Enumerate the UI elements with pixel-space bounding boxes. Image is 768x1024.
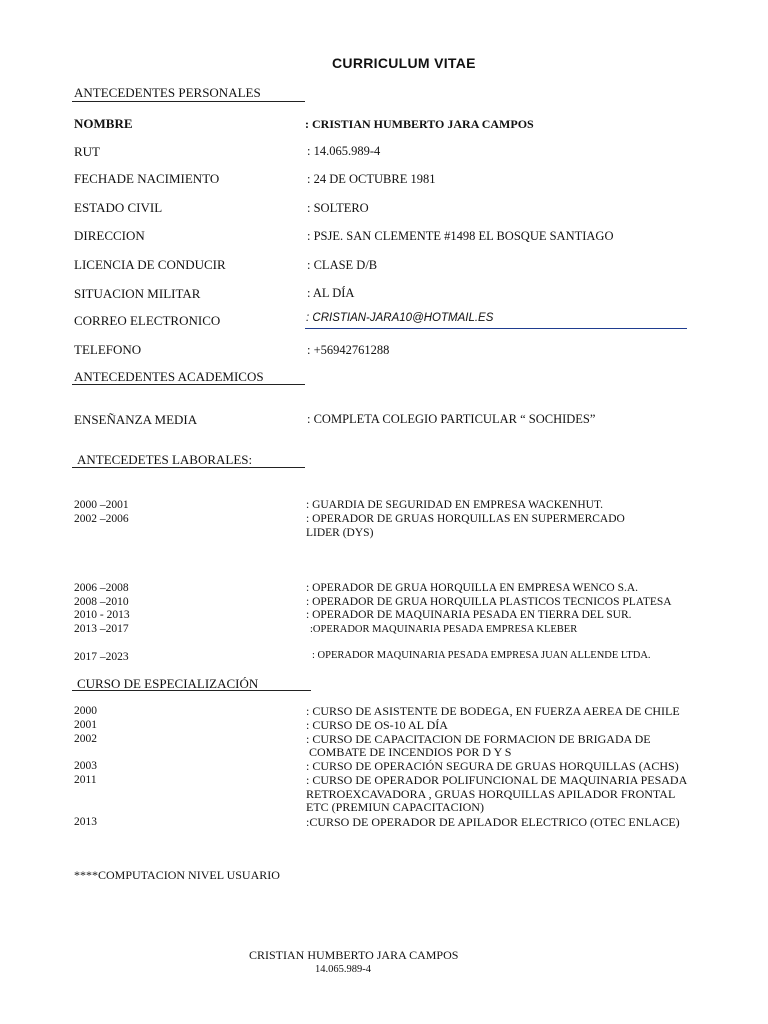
section-underline bbox=[72, 690, 311, 691]
label-military: SITUACION MILITAR bbox=[74, 286, 201, 301]
work-years: 2010 - 2013 bbox=[74, 609, 130, 621]
course-description: :CURSO DE OPERADOR DE APILADOR ELECTRICO (OTEC ENLACE) bbox=[306, 815, 680, 829]
label-phone: TELEFONO bbox=[74, 342, 142, 357]
course-year: 2002 bbox=[74, 733, 97, 745]
course-description-continued: ETC (PREMIUN CAPACITACION) bbox=[306, 800, 484, 814]
course-year: 2003 bbox=[74, 760, 97, 772]
course-year: 2011 bbox=[74, 774, 97, 786]
section-underline bbox=[72, 384, 305, 385]
work-years: 2006 –2008 bbox=[74, 582, 129, 594]
work-description: : OPERADOR MAQUINARIA PESADA EMPRESA JUAN ALLENDE LTDA. bbox=[312, 650, 651, 661]
value-address: : PSJE. SAN CLEMENTE #1498 EL BOSQUE SANTIAGO bbox=[307, 229, 614, 243]
email-underline bbox=[305, 328, 687, 329]
course-description: : CURSO DE OPERADOR POLIFUNCIONAL DE MAQUINARIA PESADA bbox=[306, 773, 688, 787]
value-military: : AL DÍA bbox=[307, 286, 355, 300]
label-email: CORREO ELECTRONICO bbox=[74, 313, 221, 328]
course-description: : CURSO DE CAPACITACION DE FORMACION DE BRIGADA DE bbox=[306, 732, 651, 746]
work-years: 2000 –2001 bbox=[74, 499, 129, 511]
value-birthdate: : 24 DE OCTUBRE 1981 bbox=[307, 172, 436, 186]
course-description-continued: COMBATE DE INCENDIOS POR D Y S bbox=[309, 745, 512, 759]
value-rut: : 14.065.989-4 bbox=[307, 144, 381, 158]
label-birthdate: FECHADE NACIMIENTO bbox=[74, 171, 220, 186]
signature-rut: 14.065.989-4 bbox=[315, 964, 371, 975]
work-description: :OPERADOR MAQUINARIA PESADA EMPRESA KLEBER bbox=[310, 624, 578, 635]
work-description: : OPERADOR DE GRUAS HORQUILLAS EN SUPERMERCADO bbox=[306, 513, 625, 525]
label-address: DIRECCION bbox=[74, 228, 145, 243]
course-year: 2001 bbox=[74, 719, 97, 731]
section-heading-work: ANTECEDETES LABORALES: bbox=[77, 452, 253, 467]
work-years: 2013 –2017 bbox=[74, 623, 129, 635]
value-email-link[interactable]: : CRISTIAN-JARA10@HOTMAIL.ES bbox=[306, 312, 494, 324]
work-years: 2017 –2023 bbox=[74, 651, 129, 663]
course-description: : CURSO DE ASISTENTE DE BODEGA, EN FUERZA AEREA DE CHILE bbox=[306, 704, 680, 718]
signature-name: CRISTIAN HUMBERTO JARA CAMPOS bbox=[249, 948, 459, 962]
value-nombre: : CRISTIAN HUMBERTO JARA CAMPOS bbox=[305, 117, 534, 131]
label-license: LICENCIA DE CONDUCIR bbox=[74, 257, 226, 272]
work-description: : GUARDIA DE SEGURIDAD EN EMPRESA WACKENHUT. bbox=[306, 499, 603, 511]
work-description: : OPERADOR DE GRUA HORQUILLA PLASTICOS TECNICOS PLATESA bbox=[306, 596, 672, 608]
course-year: 2000 bbox=[74, 705, 97, 717]
course-description: : CURSO DE OS-10 AL DÍA bbox=[306, 718, 448, 732]
work-description-continued: LIDER (DYS) bbox=[306, 527, 374, 539]
work-years: 2008 –2010 bbox=[74, 596, 129, 608]
label-secondary-education: ENSEÑANZA MEDIA bbox=[74, 412, 198, 427]
document-title: CURRICULUM VITAE bbox=[332, 55, 476, 71]
section-heading-personal: ANTECEDENTES PERSONALES bbox=[74, 85, 261, 100]
value-license: : CLASE D/B bbox=[307, 258, 378, 272]
section-heading-courses: CURSO DE ESPECIALIZACIÓN bbox=[77, 676, 259, 691]
label-marital-status: ESTADO CIVIL bbox=[74, 200, 163, 215]
label-nombre: NOMBRE bbox=[74, 116, 133, 131]
work-description: : OPERADOR DE MAQUINARIA PESADA EN TIERRA DEL SUR. bbox=[306, 609, 632, 621]
section-underline bbox=[72, 467, 305, 468]
course-description: : CURSO DE OPERACIÓN SEGURA DE GRUAS HORQUILLAS (ACHS) bbox=[306, 759, 679, 773]
section-underline bbox=[72, 101, 305, 102]
course-description-continued: RETROEXCAVADORA , GRUAS HORQUILLAS APILADOR FRONTAL bbox=[306, 787, 676, 801]
value-marital-status: : SOLTERO bbox=[307, 201, 369, 215]
work-description: : OPERADOR DE GRUA HORQUILLA EN EMPRESA WENCO S.A. bbox=[306, 582, 639, 594]
section-heading-academic: ANTECEDENTES ACADEMICOS bbox=[74, 369, 264, 384]
value-phone: : +56942761288 bbox=[307, 343, 390, 357]
work-years: 2002 –2006 bbox=[74, 513, 129, 525]
computing-skill: ****COMPUTACION NIVEL USUARIO bbox=[74, 868, 280, 882]
course-year: 2013 bbox=[74, 816, 97, 828]
label-rut: RUT bbox=[74, 144, 100, 159]
value-secondary-education: : COMPLETA COLEGIO PARTICULAR “ SOCHIDES” bbox=[307, 412, 596, 426]
